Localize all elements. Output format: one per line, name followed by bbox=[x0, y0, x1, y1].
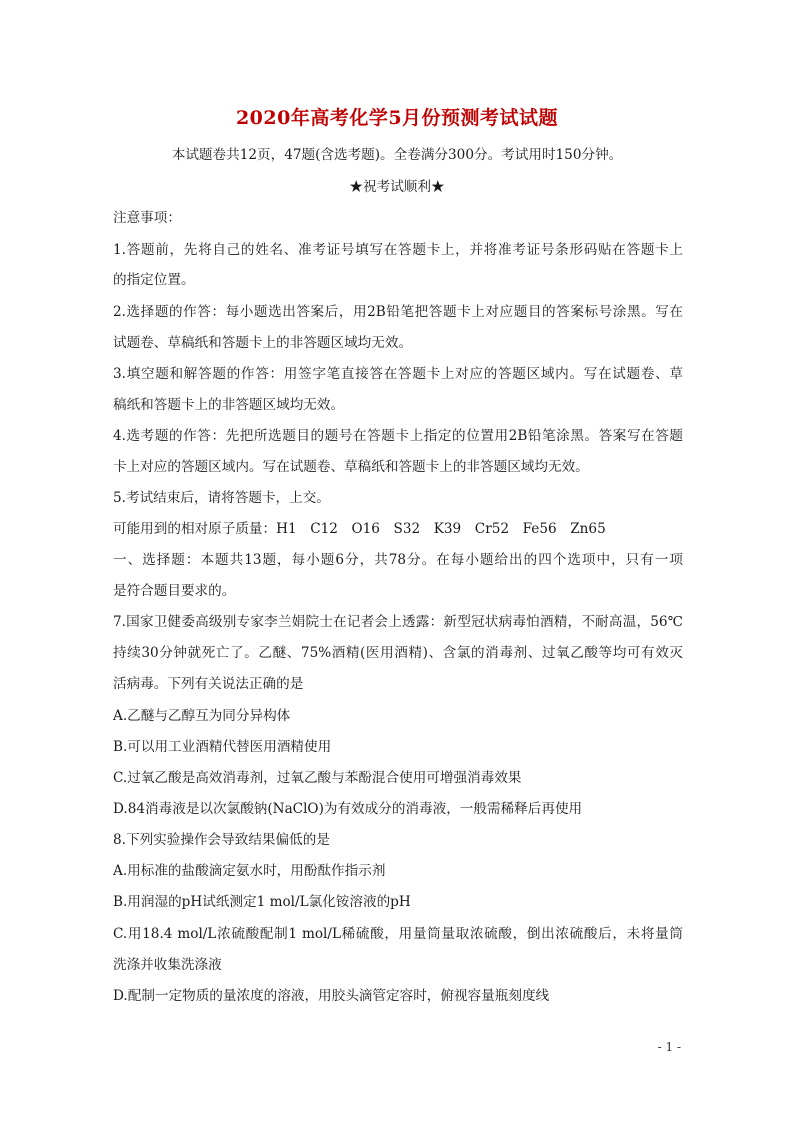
notice-item-1-line-1: 1.答题前，先将自己的姓名、准考证号填写在答题卡上，并将准考证号条形码贴在答题卡上 bbox=[113, 242, 683, 258]
notice-item-2-line-1: 2.选择题的作答：每小题选出答案后，用2B铅笔把答题卡上对应题目的答案标号涂黑。写在 bbox=[113, 304, 683, 320]
notice-item-4-line-2: 卡上对应的答题区域内。写在试题卷、草稿纸和答题卡上的非答题区域均无效。 bbox=[113, 459, 589, 475]
atomic-masses: 可能用到的相对原子质量：H1 C12 O16 S32 K39 Cr52 Fe56 Zn65 bbox=[113, 521, 606, 537]
notice-item-5: 5.考试结束后，请将答题卡，上交。 bbox=[113, 490, 330, 506]
question-7-option-d: D.84消毒液是以次氯酸钠(NaClO)为有效成分的消毒液，一般需稀释后再使用 bbox=[113, 801, 583, 817]
question-8-option-d: D.配制一定物质的量浓度的溶液，用胶头滴管定容时，俯视容量瓶刻度线 bbox=[113, 988, 550, 1004]
question-8-option-c-line-1: C.用18.4 mol/L浓硫酸配制1 mol/L稀硫酸，用量筒量取浓硫酸，倒出浓硫酸后，未将量筒 bbox=[113, 926, 683, 942]
section-one-line-2: 是符合题目要求的。 bbox=[113, 583, 236, 599]
question-7-option-b: B.可以用工业酒精代替医用酒精使用 bbox=[113, 739, 332, 755]
question-8-option-c-line-2: 洗涤并收集洗涤液 bbox=[113, 957, 222, 973]
notice-item-1-line-2: 的指定位置。 bbox=[113, 272, 195, 288]
page-title: 2020年高考化学5月份预测考试试题 bbox=[235, 107, 559, 129]
question-7-option-c: C.过氧乙酸是高效消毒剂，过氧乙酸与苯酚混合使用可增强消毒效果 bbox=[113, 770, 522, 786]
question-7-stem-line-1: 7.国家卫健委高级别专家李兰娟院士在记者会上透露：新型冠状病毒怕酒精，不耐高温，56℃ bbox=[113, 614, 683, 630]
section-one-line-1: 一、选择题：本题共13题，每小题6分，共78分。在每小题给出的四个选项中，只有一项 bbox=[113, 552, 683, 568]
question-8-option-b: B.用润湿的pH试纸测定1 mol/L氯化铵溶液的pH bbox=[113, 894, 411, 910]
notice-item-3-line-2: 稿纸和答题卡上的非答题区域均无效。 bbox=[113, 397, 345, 413]
blessing-line: ★祝考试顺利★ bbox=[349, 179, 445, 195]
notice-heading: 注意事项： bbox=[113, 210, 181, 226]
question-7-option-a: A.乙醚与乙醇互为同分异构体 bbox=[113, 708, 291, 724]
notice-item-3-line-1: 3.填空题和解答题的作答：用签字笔直接答在答题卡上对应的答题区域内。写在试题卷、草 bbox=[113, 366, 683, 382]
page-number: - 1 - bbox=[657, 1040, 681, 1054]
notice-item-2-line-2: 试题卷、草稿纸和答题卡上的非答题区域均无效。 bbox=[113, 335, 413, 351]
question-8-stem: 8.下列实验操作会导致结果偏低的是 bbox=[113, 832, 330, 848]
exam-info: 本试题卷共12页，47题(含选考题)。全卷满分300分。考试用时150分钟。 bbox=[171, 147, 623, 163]
question-7-stem-line-3: 活病毒。下列有关说法正确的是 bbox=[113, 676, 304, 692]
question-8-option-a: A.用标准的盐酸滴定氨水时，用酚酞作指示剂 bbox=[113, 863, 386, 879]
notice-item-4-line-1: 4.选考题的作答：先把所选题目的题号在答题卡上指定的位置用2B铅笔涂黑。答案写在答题 bbox=[113, 428, 683, 444]
question-7-stem-line-2: 持续30分钟就死亡了。乙醚、75%酒精(医用酒精)、含氯的消毒剂、过氧乙酸等均可有效灭 bbox=[113, 645, 683, 661]
